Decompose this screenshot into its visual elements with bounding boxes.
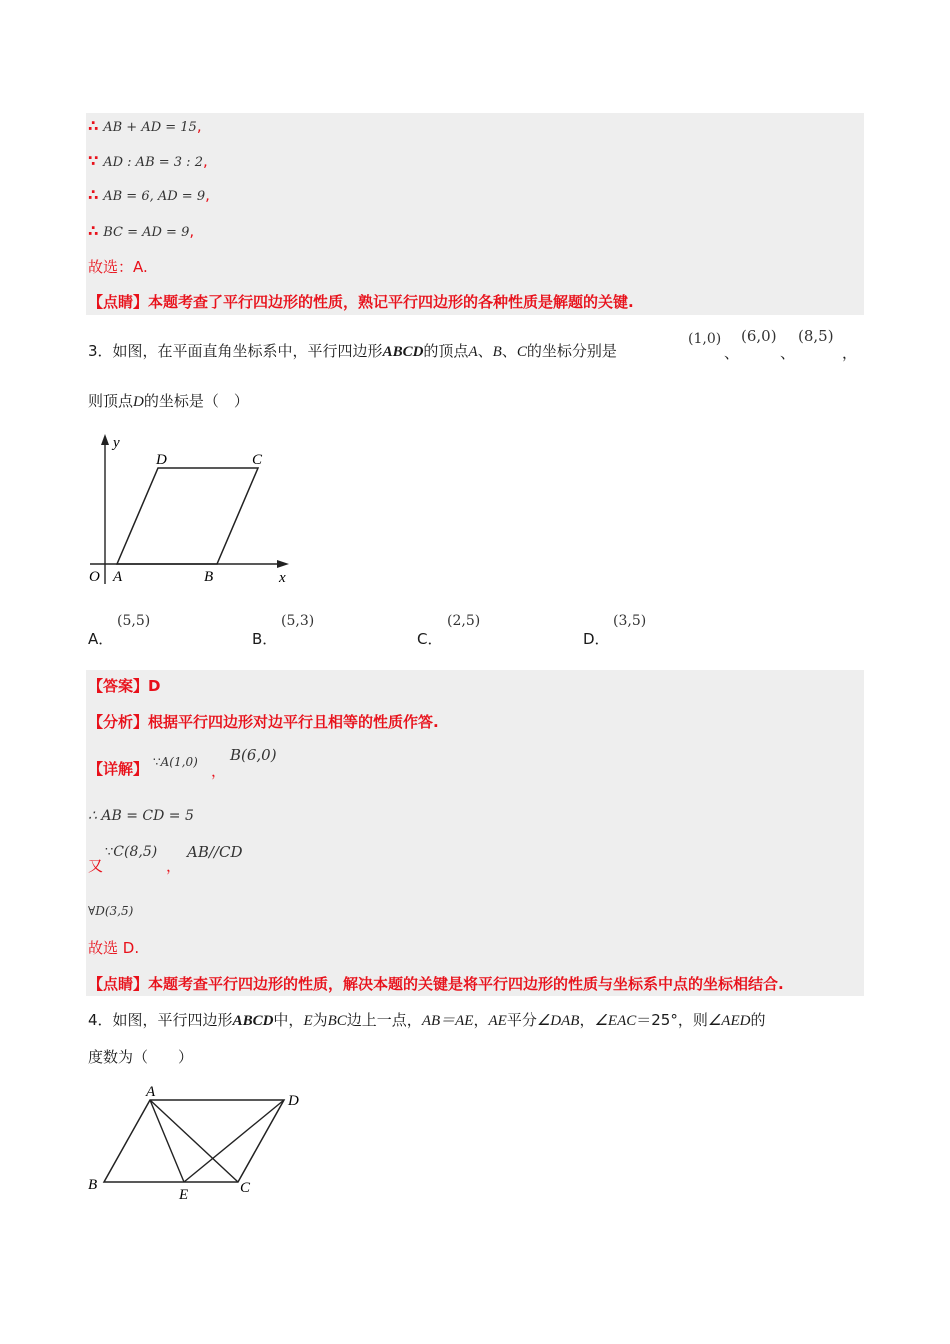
conclusion-line: 故选 D. xyxy=(88,939,140,957)
you-comma: ， xyxy=(166,857,182,875)
label-e: E xyxy=(179,1187,189,1203)
question-4-line-1: 4．如图，平行四边形ABCD中，E为BC边上一点，AB＝AE，AE平分∠DAB，∠EAC＝25°，则∠AED的 xyxy=(88,1011,766,1029)
label-a: A xyxy=(146,1084,156,1100)
you-char: 又 xyxy=(88,857,104,875)
you-math-2: AB//CD xyxy=(187,843,243,861)
question-3-line-2: 则顶点D的坐标是（ ） xyxy=(88,392,249,410)
coord-comma: ， xyxy=(842,344,858,362)
label-d: D xyxy=(288,1093,299,1109)
y-arrow xyxy=(101,434,109,445)
segment-ed xyxy=(184,1100,284,1182)
detail-math-2: B(6,0) xyxy=(230,746,277,764)
option-c-value: (2,5) xyxy=(447,613,481,629)
coord-b: (6,0) xyxy=(741,327,777,345)
label-c: C xyxy=(252,452,263,468)
label-x: x xyxy=(279,570,286,586)
segment-ac xyxy=(150,1100,238,1182)
option-b-value: (5,3) xyxy=(281,613,315,629)
segment-ae xyxy=(150,1100,184,1182)
result-line: ∀D(3,5) xyxy=(88,904,134,918)
question-4-line-2: 度数为（ ） xyxy=(88,1048,194,1066)
solution-line-3: ∴ AB = 6, AD = 9, xyxy=(88,186,210,204)
analysis-line: 【分析】根据平行四边形对边平行且相等的性质作答. xyxy=(88,713,439,731)
option-a-value: (5,5) xyxy=(117,613,151,629)
detail-comma: ， xyxy=(211,762,227,780)
label-d: D xyxy=(156,452,167,468)
label-b: B xyxy=(204,569,214,585)
label-a: A xyxy=(113,569,123,585)
solution-conclusion: 故选：A. xyxy=(88,258,148,276)
solution-line-2: ∵ AD : AB = 3 : 2, xyxy=(88,152,208,170)
comment-line: 【点睛】本题考查平行四边形的性质，解决本题的关键是将平行四边形的性质与坐标系中点的坐标相结合. xyxy=(88,975,784,993)
x-arrow xyxy=(277,560,289,568)
option-a[interactable]: A． xyxy=(88,630,114,648)
solution-line-1: ∴ AB + AD = 15, xyxy=(88,117,202,135)
parallelogram xyxy=(117,468,258,564)
coord-sep-2: 、 xyxy=(780,344,796,362)
question-3-line-1: 3．如图，在平面直角坐标系中，平行四边形ABCD的顶点A、B、C的坐标分别是 xyxy=(88,342,617,360)
coord-a: (1,0) xyxy=(688,331,722,347)
option-c[interactable]: C． xyxy=(417,630,443,648)
solution-line-4: ∴ BC = AD = 9, xyxy=(88,222,195,240)
you-math-1: ∵C(8,5) xyxy=(105,844,158,860)
figure-q4-parallelogram xyxy=(84,1082,309,1204)
label-y: y xyxy=(113,435,120,451)
option-d[interactable]: D． xyxy=(583,630,610,648)
detail-tag: 【详解】 xyxy=(88,760,149,778)
solution-comment: 【点睛】本题考查了平行四边形的性质，熟记平行四边形的各种性质是解题的关键. xyxy=(88,293,634,311)
coord-sep-1: 、 xyxy=(724,344,740,362)
option-b[interactable]: B． xyxy=(252,630,278,648)
coord-c: (8,5) xyxy=(798,327,834,345)
label-o: O xyxy=(89,569,100,585)
solution-block-q2 xyxy=(86,113,864,315)
answer-line: 【答案】D xyxy=(88,677,161,695)
detail-math-1: ∵A(1,0) xyxy=(153,755,198,769)
line-ab-cd: ∴ AB = CD = 5 xyxy=(88,808,194,824)
label-b: B xyxy=(88,1177,98,1193)
label-c: C xyxy=(240,1180,251,1196)
figure-q3-parallelogram xyxy=(84,432,299,587)
option-d-value: (3,5) xyxy=(613,613,647,629)
